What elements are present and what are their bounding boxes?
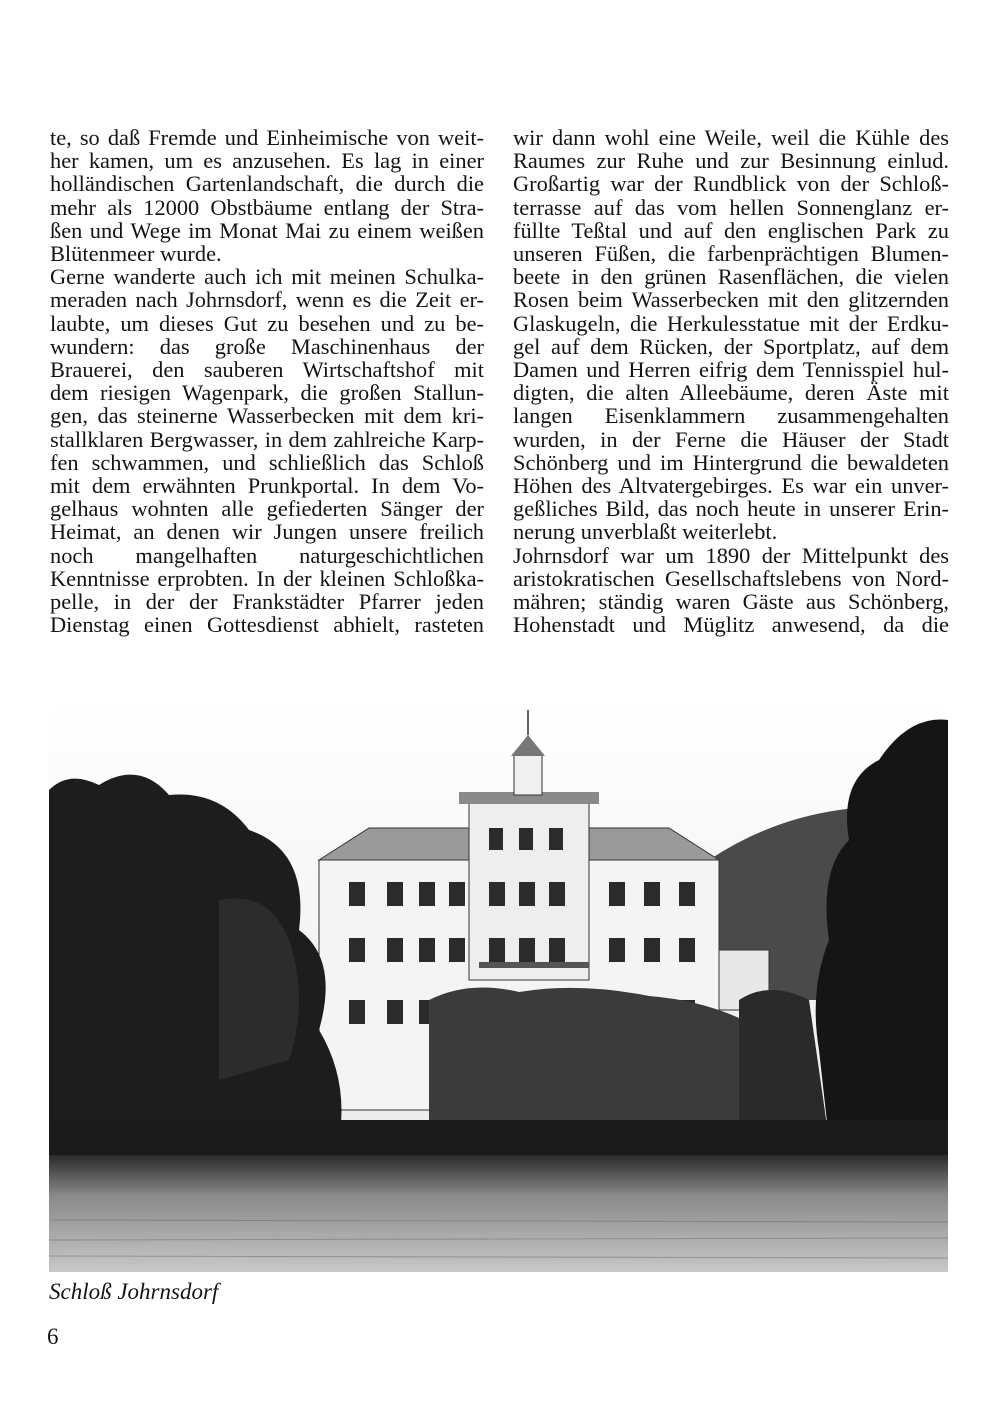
text-line: meraden nach Johrnsdorf, wenn es die Zeit er- xyxy=(50,287,484,313)
text-line: Schönberg und im Hintergrund die bewaldeten xyxy=(513,449,949,475)
castle-photograph xyxy=(49,700,948,1272)
text-line: Glaskugeln, die Herkulesstatue mit der Erdku- xyxy=(513,310,949,336)
text-line: terrasse auf das vom hellen Sonnenglanz er- xyxy=(513,194,949,220)
text-line: aristokratischen Gesellschaftslebens von Nord- xyxy=(513,565,949,591)
text-line: pelle, in der der Frankstädter Pfarrer jeden xyxy=(50,589,484,615)
text-line: Damen und Herren eifrig dem Tennisspiel hul- xyxy=(513,357,949,383)
text-line: mit dem erwähnten Prunkportal. In dem Vo- xyxy=(50,473,484,499)
text-line: noch mangelhaften naturgeschichtlichen xyxy=(50,542,484,568)
text-line: te, so daß Fremde und Einheimische von weit- xyxy=(50,125,484,150)
text-line: Hohenstadt und Müglitz anwesend, da die xyxy=(513,612,949,638)
text-line: dem riesigen Wagenpark, die großen Stallun- xyxy=(50,380,484,406)
text-line: Raumes zur Ruhe und zur Besinnung einlud. xyxy=(513,148,949,174)
text-line: laubte, um dieses Gut zu besehen und zu be- xyxy=(50,310,484,336)
text-line: gen, das steinerne Wasserbecken mit dem kri- xyxy=(50,403,484,429)
text-line: langen Eisenklammern zusammengehalten xyxy=(513,403,949,429)
text-line: wurden, in der Ferne die Häuser der Stadt xyxy=(513,426,949,452)
text-line: mehr als 12000 Obstbäume entlang der Stra- xyxy=(50,194,484,220)
text-line: geßliches Bild, das noch heute in unserer Erin- xyxy=(513,496,949,522)
text-line: Kenntnisse erprobten. In der kleinen Schloßka- xyxy=(50,565,484,591)
right-text-column xyxy=(513,126,949,636)
text-line: mähren; ständig waren Gäste aus Schönberg, xyxy=(513,589,949,615)
text-line: unseren Füßen, die farbenprächtigen Blumen- xyxy=(513,241,949,267)
castle-photo-image xyxy=(49,700,948,1272)
text-line: wir dann wohl eine Weile, weil die Kühle des xyxy=(513,125,949,150)
text-line: Höhen des Altvatergebirges. Es war ein unver- xyxy=(513,473,949,499)
text-line: digten, die alten Alleebäume, deren Äste mit xyxy=(513,380,949,406)
page-number: 6 xyxy=(47,1324,59,1349)
text-line: Johrnsdorf war um 1890 der Mittelpunkt des xyxy=(513,542,949,568)
text-line: Blütenmeer wurde. xyxy=(50,241,222,267)
text-line: nerung unverblaßt weiterlebt. xyxy=(513,519,778,545)
text-line: füllte Teßtal und auf den englischen Park zu xyxy=(513,217,949,243)
text-line: beete in den grünen Rasenflächen, die vielen xyxy=(513,264,949,290)
text-line: holländischen Gartenlandschaft, die durch die xyxy=(50,171,484,197)
text-line: gelhaus wohnten alle gefiederten Sänger der xyxy=(50,496,484,522)
figure-caption: Schloß Johrnsdorf xyxy=(49,1279,219,1304)
text-line: Gerne wanderte auch ich mit meinen Schulka- xyxy=(50,264,484,290)
text-line: her kamen, um es anzusehen. Es lag in einer xyxy=(50,148,484,174)
text-line: Rosen beim Wasserbecken mit den glitzernden xyxy=(513,287,949,313)
left-text-column xyxy=(50,126,484,636)
text-line: Heimat, an denen wir Jungen unsere freilich xyxy=(50,519,484,545)
text-line: gel auf dem Rücken, der Sportplatz, auf dem xyxy=(513,333,949,359)
text-line: wundern: das große Maschinenhaus der xyxy=(50,333,484,359)
text-line: Brauerei, den sauberen Wirtschaftshof mit xyxy=(50,357,484,383)
text-line: Dienstag einen Gottesdienst abhielt, rasteten xyxy=(50,612,484,638)
text-line: stallklaren Bergwasser, in dem zahlreiche Karp- xyxy=(50,426,484,452)
text-line: ßen und Wege im Monat Mai zu einem weißen xyxy=(50,217,484,243)
text-line: fen schwammen, und schließlich das Schloß xyxy=(50,449,484,475)
text-line: Großartig war der Rundblick von der Schloß- xyxy=(513,171,949,197)
